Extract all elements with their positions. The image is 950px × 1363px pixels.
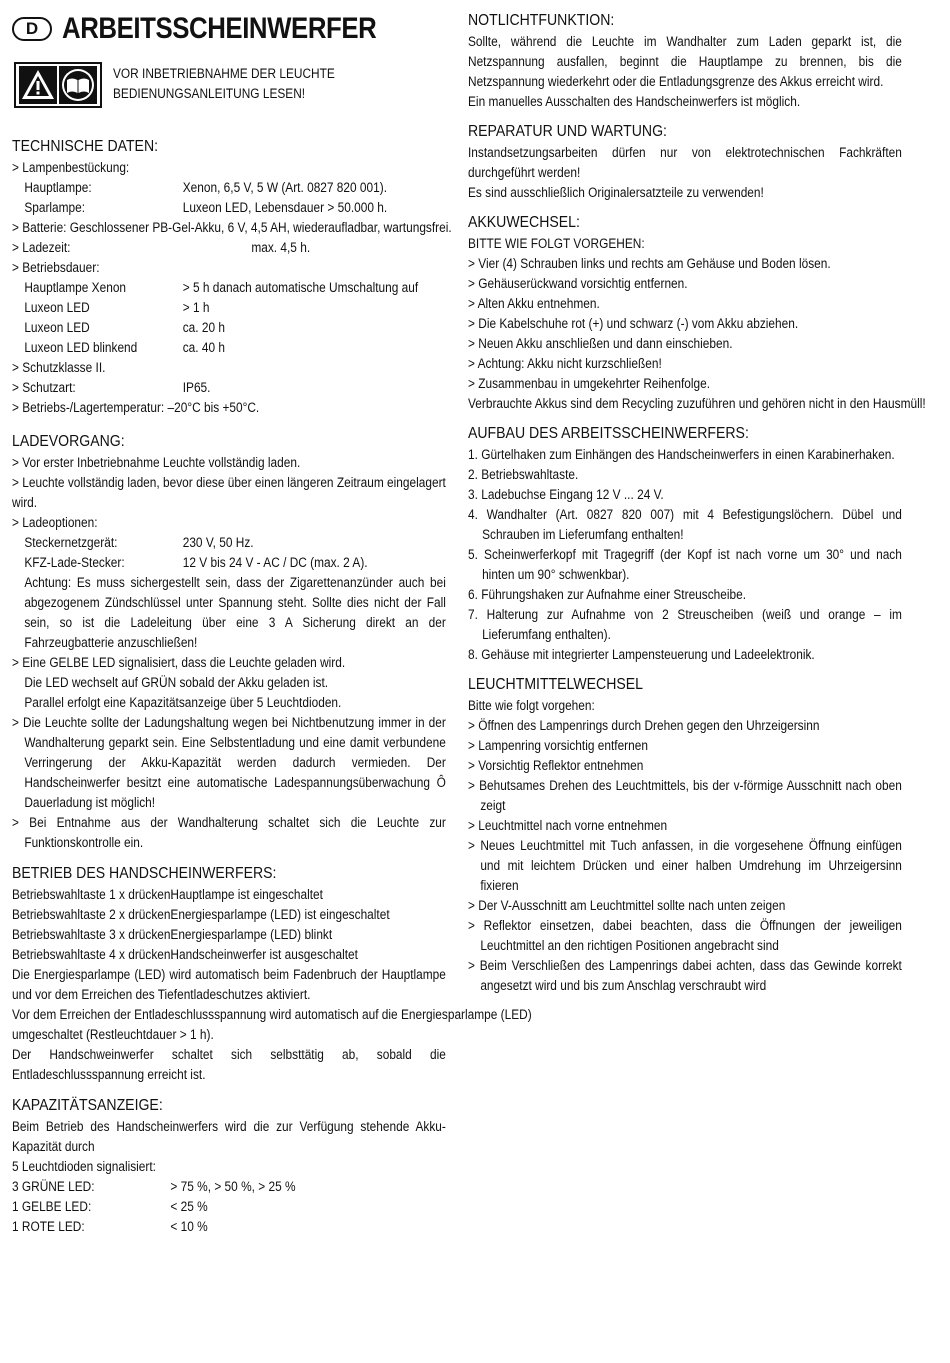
section-title: REPARATUR UND WARTUNG: [468, 123, 667, 140]
list-item: 5. Scheinwerferkopf mit Tragegriff (der Kopf ist nach vorne um 30° und nach hinten um 90° schwenkbar). [468, 547, 902, 582]
list-item: > Vier (4) Schrauben links und rechts am Gehäuse und Boden lösen. [468, 256, 831, 271]
section-title: BETRIEB DES HANDSCHEINWERFERS: [12, 865, 277, 882]
list-item: 7. Halterung zur Aufnahme von 2 Streuscheiben (weiß und orange – im Lieferumfang enthalten). [468, 607, 902, 642]
list-item: > Gehäuserückwand vorsichtig entfernen. [468, 276, 688, 291]
operation-table [12, 885, 446, 965]
document-header [12, 10, 428, 48]
list-item: > Vorsichtig Reflektor entnehmen [468, 758, 644, 773]
section-title: KAPAZITÄTSANZEIGE: [12, 1097, 163, 1114]
table-row: Betriebswahltaste 2 x drücken: Energiesparlampe (LED) ist eingeschaltet [12, 907, 390, 922]
page-title: ARBEITSSCHEINWERFER [62, 12, 377, 45]
table-row: 1 ROTE LED: < 10 % [12, 1219, 208, 1234]
list-item: 6. Führungshaken zur Aufnahme einer Streuscheibe. [468, 587, 747, 602]
capacity-table [12, 1177, 446, 1237]
section-title: NOTLICHTFUNKTION: [468, 12, 615, 29]
list-item: > Der V-Ausschnitt am Leuchtmittel sollte nach unten zeigen [468, 898, 786, 913]
section-title: LEUCHTMITTELWECHSEL [468, 676, 643, 693]
table-row: 3 GRÜNE LED: > 75 %, > 50 %, > 25 % [12, 1179, 296, 1194]
right-column: NOTLICHTFUNKTION: Sollte, während die Leuchte im Wandhalter zum Laden geparkt ist, die Netzspannung ausfallen, beginnt die Hauptlampe zu brennen, bis die Netzspannung wiederkehrt oder die Entladungsgrenze des Akkus erreicht wird. Ein manuelles Ausschalten des Handscheinwerfers ist möglich. REPARATUR UND WARTUNG: Instandsetzungsarbeiten dürfen nur von elektrotechnischen Fachkräften durchgeführt werden! Es sind ausschließlich Originalersatzteile zu verwenden! AKKUWECHSEL: BITTE WIE FOLGT VORGEHEN: > Vier (4) Schrauben links und rechts am Gehäuse und Boden lösen. > Gehäuserückwand vorsichtig entfernen. > Alten Akku entnehmen. > Die Kabelschuhe rot (+) und schwarz (-) vom Akku abziehen. > Neuen Akku anschließen und dann einschieben. > Achtung: Akku nicht kurzschließen! > Zusammenbau in umgekehrter Reihenfolge. Verbrauchte Akkus sind dem Recycling zuzuführen und gehören nicht in den Hausmüll! AUFBAU DES ARBEITSSCHEINWERFERS: 1. Gürtelhaken zum Einhängen des Handscheinwerfers in einen Karabinerhaken. 2. Betriebswahltaste. 3. Ladebuchse Eingang 12 V ... 24 V. 4. Wandhalter (Art. 0827 820 007) mit 4 Befestigungslöchern. Dübel und Schrauben im Lieferumfang enthalten! 5. Scheinwerferkopf mit Tragegriff (der Kopf ist nach vorne um 30° und nach hinten um 90° schwenkbar). 6. Führungshaken zur Aufnahme einer Streuscheibe. 7. Halterung zur Aufnahme von 2 Streuscheiben (weiß und orange – im Lieferumfang enthalten). 8. Gehäuse mit integrierter Lampensteuerung und Ladeelektronik. LEUCHTMITTELWECHSEL Bitte wie folgt vorgehen: > Öffnen des Lampenrings durch Drehen gegen den Uhrzeigersinn > Lampenring vorsichtig entfernen > Vorsichtig Reflektor entnehmen > Behutsames Drehen des Leuchtmittels, bis der v-förmige Ausschnitt nach oben zeigt > Leuchtmittel nach vorne entnehmen > Neues Leuchtmittel mit Tuch anfassen, in die vorgesehene Öffnung einfügen und mit leichtem Drücken und einer halben Umdrehung im Uhrzeigersinn fixieren > Der V-Ausschnitt am Leuchtmittel sollte nach unten zeigen > Reflektor einsetzen, dabei beachten, dass die Öffnungen der jeweiligen Leuchtmittel an den richtigen Positionen angebracht sind > Beim Verschließen des Lampenrings dabei achten, dass das Gewinde korrekt angesetzt wird und bis zum Anschlag verschraubt wird [468, 4, 902, 996]
language-badge: D [12, 17, 52, 41]
list-item: > Behutsames Drehen des Leuchtmittels, bis der v-förmige Ausschnitt nach oben zeigt [468, 778, 902, 813]
list-item: 3. Ladebuchse Eingang 12 V ... 24 V. [468, 487, 664, 502]
list-item: 4. Wandhalter (Art. 0827 820 007) mit 4 Befestigungslöchern. Dübel und Schrauben im Lieferumfang enthalten! [468, 507, 902, 542]
list-item: > Alten Akku entnehmen. [468, 296, 600, 311]
list-item: > Beim Verschließen des Lampenrings dabei achten, dass das Gewinde korrekt angesetzt wird und bis zum Anschlag verschraubt wird [468, 958, 902, 993]
left-column: TECHNISCHE DATEN: > Lampenbestückung: Hauptlampe: Xenon, 6,5 V, 5 W (Art. 0827 820 001). Sparlampe: Luxeon LED, Lebensdauer > 50.000 h. > Batterie: Geschlossener PB-Gel-Akku, 6 V, 4,5 AH, wiederaufladbar, wartungsfrei. > Ladezeit: max. 4,5 h. > Betriebsdauer: Hauptlampe Xenon > 5 h danach automatische Umschaltung auf Luxeon LED > 1 h Luxeon LED ca. 20 h Luxeon LED blinkend ca. 40 h > Schutzklasse II. > Schutzart: IP65. > Betriebs-/Lagertemperatur: –20°C bis +50°C. LADEVORGANG: > Vor erster Inbetriebnahme Leuchte vollständig laden. > Leuchte vollständig laden, bevor diese über einen längeren Zeitraum eingelagert wird. > Ladeoptionen: Steckernetzgerät: 230 V, 50 Hz. KFZ-Lade-Stecker: 12 V bis 24 V - AC / DC (max. 2 A). Achtung: Es muss sichergestellt sein, dass der Zigarettenanzünder auch bei abgezogenem Zündschlüssel unter Spannung steht. Sollte dies nicht der Fall sein, so ist die Ladeleitung über eine 3 A Sicherung direkt an der Fahrzeugbatterie anzuschließen! > Eine GELBE LED signalisiert, dass die Leuchte geladen wird. Die LED wechselt auf GRÜN sobald der Akku geladen ist. Parallel erfolgt eine Kapazitätsanzeige über 5 Leuchtdioden. > Die Leuchte sollte der Ladungshaltung wegen bei Nichtbenutzung immer in der Wandhalterung geparkt sein. Eine Selbstentladung und eine damit verbundene Verringerung der Akku-Kapazität werden dadurch vermieden. Der Handscheinwerfer besitzt eine automatische Ladespannungsüberwachung Ô Dauerladung ist möglich! > Bei Entnahme aus der Wandhalterung schaltet sich die Leuchte zur Funktionskontrolle ein. BETRIEB DES HANDSCHEINWERFERS: Betriebswahltaste 1 x drücken: Hauptlampe ist eingeschaltet Betriebswahltaste 2 x drücken: Energiesparlampe (LED) ist eingeschaltet Betriebswahltaste 3 x drücken: Energiesparlampe (LED) blinkt Betriebswahltaste 4 x drücken: Handscheinwerfer ist ausgeschaltet Die Energiesparlampe (LED) wird automatisch beim Fadenbruch der Hauptlampe und vor dem Erreichen des Tiefentladeschutzes aktiviert. Vor dem Erreichen der Entladeschlussspannung wird automatisch auf die Energiesparlampe (LED) umgeschaltet (Restleuchtdauer > 1 h). Der Handschweinwerfer schaltet sich selbsttätig ab, sobald die Entladeschlussspannung erreicht ist. KAPAZITÄTSANZEIGE: Beim Betrieb des Handscheinwerfers wird die zur Verfügung stehende Akku-Kapazität durch 5 Leuchtdioden signalisiert: 3 GRÜNE LED: > 75 %, > 50 %, > 25 % 1 GELBE LED: < 25 % 1 ROTE LED: < 10 % [12, 128, 446, 1237]
list-item: > Leuchtmittel nach vorne entnehmen [468, 818, 668, 833]
list-item: > Lampenring vorsichtig entfernen [468, 738, 648, 753]
list-item: 8. Gehäuse mit integrierter Lampensteuerung und Ladeelektronik. [468, 647, 815, 662]
table-row: Betriebswahltaste 1 x drücken: Hauptlampe ist eingeschaltet [12, 887, 323, 902]
warning-text: VOR INBETRIEBNAHME DER LEUCHTE BEDIENUNGSANLEITUNG LESEN! [113, 66, 335, 101]
section-title: LADEVORGANG: [12, 433, 125, 450]
battery-steps [468, 254, 902, 394]
component-list [468, 445, 902, 665]
list-item: > Achtung: Akku nicht kurzschließen! [468, 356, 662, 371]
section-title: TECHNISCHE DATEN: [12, 138, 159, 155]
list-item: 2. Betriebswahltaste. [468, 467, 579, 482]
table-row: Betriebswahltaste 3 x drücken: Energiesparlampe (LED) blinkt [12, 927, 333, 942]
list-item: > Neuen Akku anschließen und dann einschieben. [468, 336, 733, 351]
warning-triangle-icon [19, 66, 57, 104]
section-title: AKKUWECHSEL: [468, 214, 580, 231]
table-row: 1 GELBE LED: < 25 % [12, 1199, 208, 1214]
bulb-steps [468, 716, 902, 996]
section-title: AUFBAU DES ARBEITSSCHEINWERFERS: [468, 425, 749, 442]
manual-book-icon [59, 66, 97, 104]
warning-icons [14, 62, 102, 108]
list-item: > Öffnen des Lampenrings durch Drehen gegen den Uhrzeigersinn [468, 718, 820, 733]
list-item: > Neues Leuchtmittel mit Tuch anfassen, in die vorgesehene Öffnung einfügen und mit leichtem Drücken und einer halben Umdrehung im Uhrzeigersinn fixieren [468, 838, 902, 893]
list-item: > Die Kabelschuhe rot (+) und schwarz (-) vom Akku abziehen. [468, 316, 799, 331]
table-row: Betriebswahltaste 4 x drücken: Handscheinwerfer ist ausgeschaltet [12, 947, 358, 962]
list-item: > Reflektor einsetzen, dabei beachten, dass die Öffnungen der jeweiligen Leuchtmittel an den richtigen Positionen angebracht sind [468, 918, 902, 953]
list-item: > Zusammenbau in umgekehrter Reihenfolge. [468, 376, 711, 391]
list-item: 1. Gürtelhaken zum Einhängen des Handscheinwerfers in einen Karabinerhaken. [468, 447, 895, 462]
